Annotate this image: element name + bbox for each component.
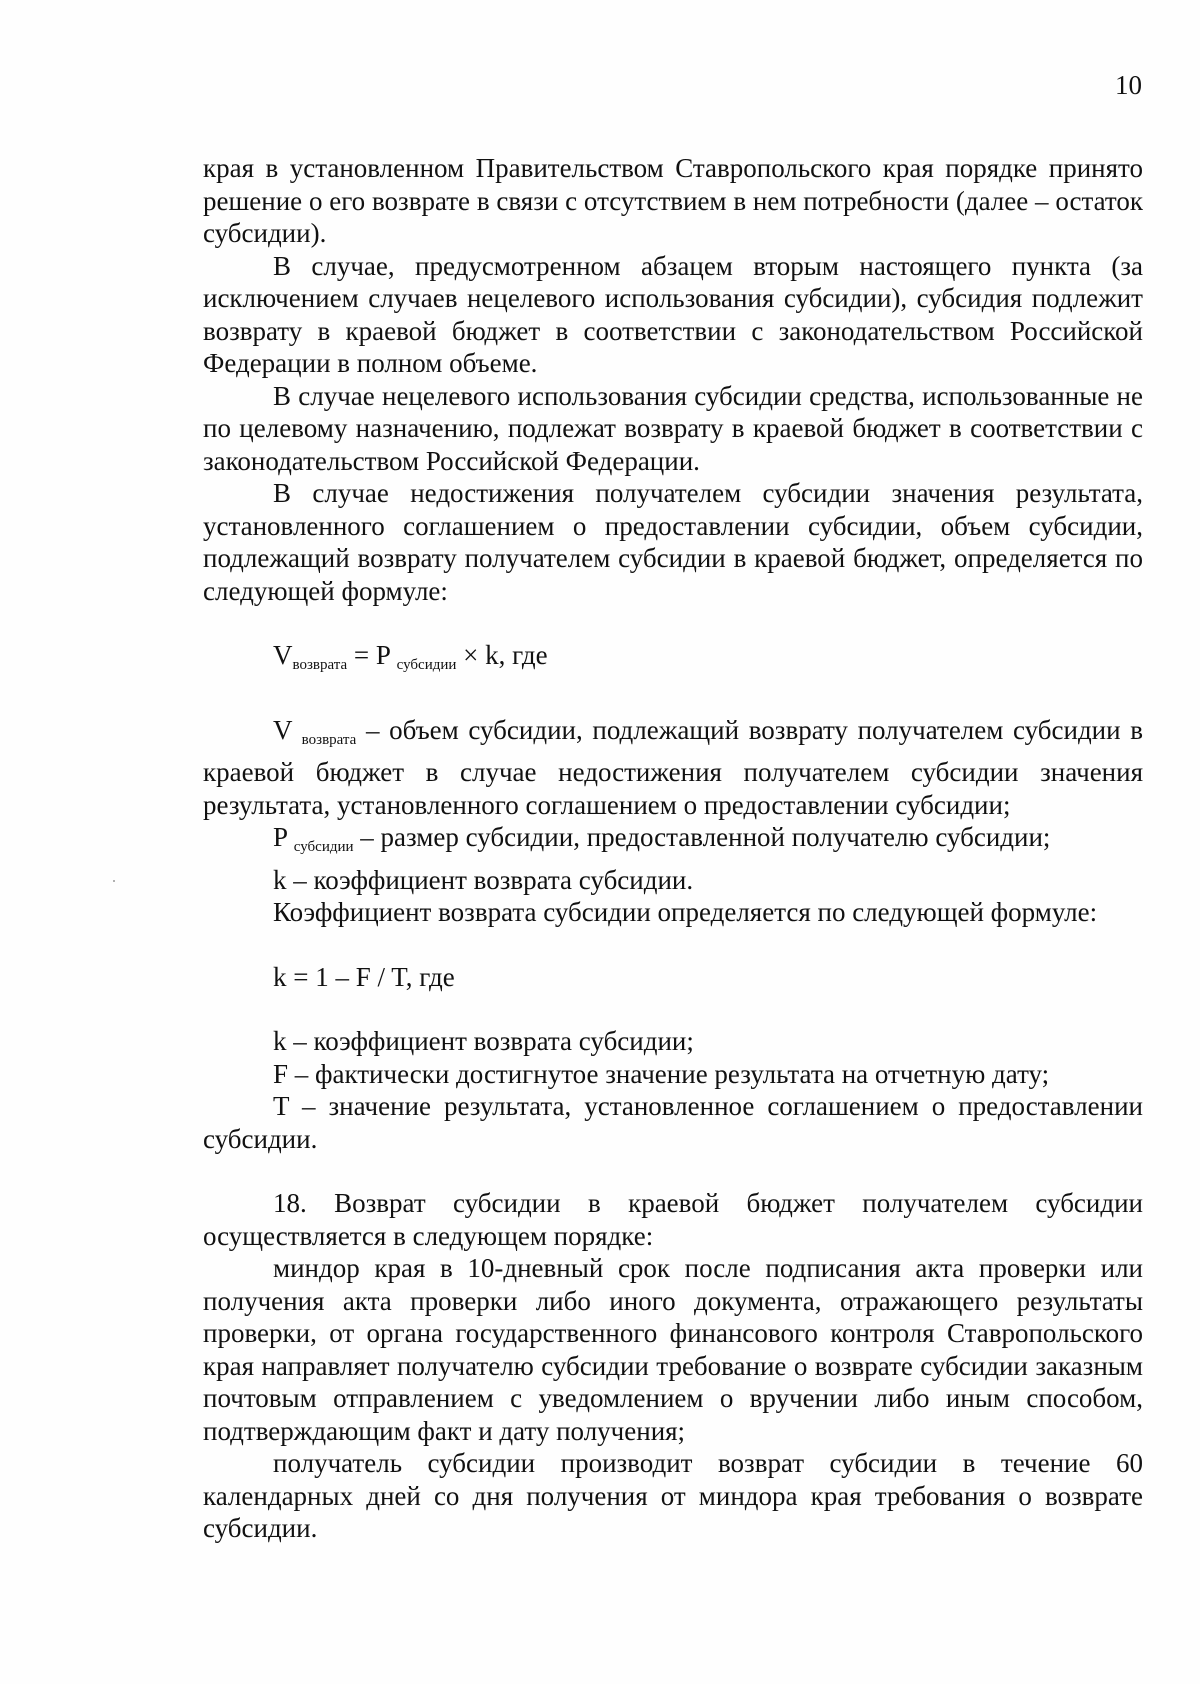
formula-v-symbol: V [273, 640, 293, 670]
definition-p-symbol: P [273, 822, 288, 852]
paragraph-continuation: края в установленном Правительством Ставропольского края порядке принято решение о его возврате в связи с отсутствием в нем потребности (далее – остаток субсидии). [203, 153, 1143, 248]
definition-p-subscript: субсидии [293, 839, 354, 855]
formula-p-subscript: субсидии [396, 657, 457, 673]
definition-t: T – значение результата, установленное соглашением о предоставлении субсидии. [203, 1091, 1143, 1154]
formula-tail: × k, где [456, 640, 548, 670]
formula-coefficient: k = 1 – F / T, где [273, 961, 455, 992]
scan-speck [113, 880, 115, 882]
definition-k-first: k – коэффициент возврата субсидии. [273, 864, 694, 895]
coefficient-intro: Коэффициент возврата субсидии определяется по следующей формуле: [273, 897, 1098, 927]
formula-v-subscript: возврата [292, 657, 348, 673]
definition-v-text: – объем субсидии, подлежащий возврату получателем субсидии в краевой бюджет в случае недостижения получателем субсидии значения результата, установленного соглашением о предоставлении субсидии; [203, 714, 1143, 820]
section-18-heading-paragraph: 18. Возврат субсидии в краевой бюджет получателем субсидии осуществляется в следующем порядке: [203, 1188, 1143, 1251]
definition-v-symbol: V [273, 714, 293, 745]
formula-equals-p: = P [347, 640, 397, 670]
section-18-recipient-paragraph: получатель субсидии производит возврат субсидии в течение 60 календарных дней со дня получения от миндора края требования о возврате субсидии. [203, 1448, 1143, 1543]
page-number: 10 [1115, 70, 1142, 100]
section-18-ministry-paragraph: миндор края в 10-дневный срок после подписания акта проверки или получения акта проверки либо иного документа, отражающего результаты проверки, от органа государственного финансового контроля Ставропольского края направляет получателю субсидии требование о возврате субсидии заказным почтовым отправлением с уведомлением о вручении либо иным способом, подтверждающим факт и дату получения; [203, 1253, 1143, 1446]
section-gap [203, 1155, 1143, 1187]
definition-p [203, 821, 1143, 864]
definition-p-text: – размер субсидии, предоставленной получателю субсидии; [353, 822, 1051, 852]
paragraph-non-achievement: В случае недостижения получателем субсидии значения результата, установленного соглашением о предоставлении субсидии, объем субсидии, подлежащий возврату получателем субсидии в краевой бюджет, определяется по следующей формуле: [203, 478, 1143, 606]
definition-k-second: k – коэффициент возврата субсидии; [273, 1026, 694, 1056]
paragraph-full-return: В случае, предусмотренном абзацем вторым настоящего пункта (за исключением случаев нецелевого использования субсидии), субсидия подлежит возврату в краевой бюджет в соответствии с законодательством Российской Федерации в полном объеме. [203, 250, 1143, 378]
definition-f: F – фактически достигнутое значение результата на отчетную дату; [273, 1058, 1050, 1089]
paragraph-misuse: В случае нецелевого использования субсидии средства, использованные не по целевому назначению, подлежат возврату в краевой бюджет в соответствии с законодательством Российской Федерации. [203, 380, 1143, 476]
formula-return-volume [273, 639, 1143, 682]
document-body [203, 152, 1143, 1545]
definition-v-subscript: возврата [301, 731, 357, 748]
definition-v [203, 714, 1143, 822]
